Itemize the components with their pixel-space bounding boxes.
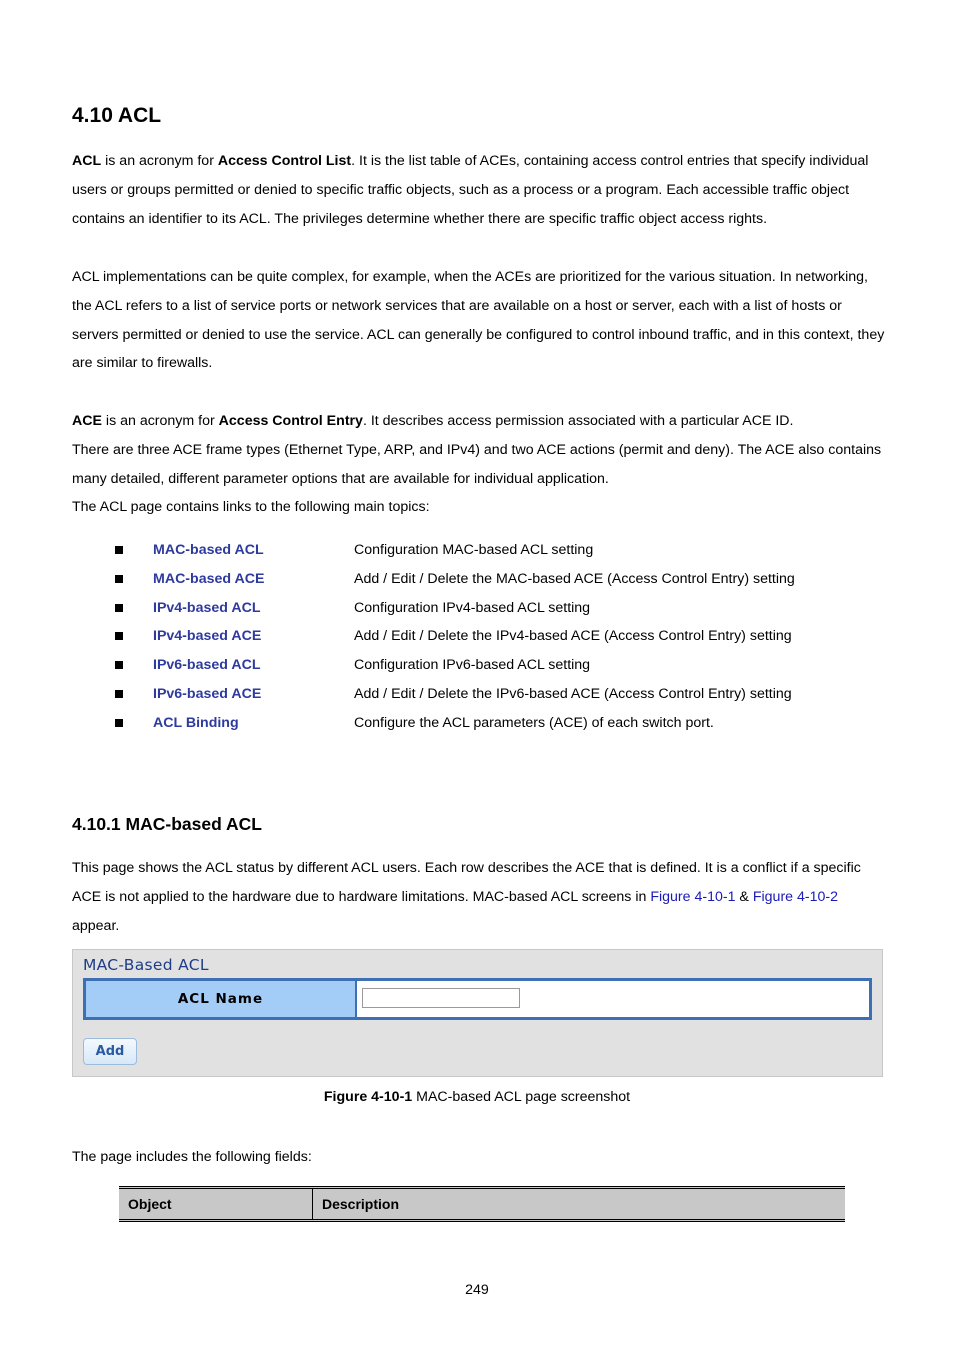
list-item (115, 651, 875, 680)
topic-link[interactable]: MAC-based ACL (153, 542, 264, 558)
subsection-paragraph: This page shows the ACL status by different ACL users. Each row describes the ACE that is defined. It is a conflict if a specific ACE is not applied to the hardware due to hardware limitations. MAC-based ACL screens in Figure 4-10-1 & Figure 4-10-2 appear. (72, 860, 861, 934)
acl-name-cell (357, 981, 869, 1017)
acl-name-table (83, 978, 872, 1020)
mac-based-acl-screenshot (72, 949, 883, 1077)
topic-link[interactable]: MAC-based ACE (153, 570, 265, 587)
intro-paragraph-3: ACE is an acronym for Access Control Entry. It describes access permission associated with a particular ACE ID. (72, 413, 794, 429)
topic-description: Configure the ACL parameters (ACE) of each switch port. (354, 714, 714, 731)
square-bullet-icon (115, 546, 123, 554)
topic-description: Configuration IPv4-based ACL setting (354, 599, 591, 616)
fields-intro: The page includes the following fields: (72, 1149, 312, 1165)
topic-list (115, 536, 875, 738)
figure-link[interactable]: Figure 4-10-2 (752, 888, 839, 905)
table-header-description: Description (322, 1196, 400, 1212)
topic-link[interactable]: ACL Binding (153, 714, 239, 731)
square-bullet-icon (115, 632, 123, 640)
subsection-title: 4.10.1 MAC-based ACL (72, 814, 262, 834)
topic-description: Configuration IPv6-based ACL setting (354, 657, 591, 674)
fields-table (119, 1186, 845, 1222)
panel-title: MAC-Based ACL (83, 956, 209, 974)
page-number: 249 (465, 1282, 489, 1298)
topic-description: Add / Edit / Delete the IPv4-based ACE (Access Control Entry) setting (354, 628, 792, 645)
topic-description: Add / Edit / Delete the IPv6-based ACE (Access Control Entry) setting (354, 685, 792, 702)
list-item (115, 536, 875, 565)
square-bullet-icon (115, 690, 123, 698)
topic-description: Add / Edit / Delete the MAC-based ACE (Access Control Entry) setting (354, 570, 795, 587)
intro-paragraph-5: The ACL page contains links to the following main topics: (72, 499, 430, 515)
square-bullet-icon (115, 661, 123, 669)
figure-caption: Figure 4-10-1 MAC-based ACL page screenshot (323, 1089, 631, 1105)
list-item (115, 565, 875, 594)
section-title: 4.10 ACL (72, 104, 162, 127)
figure-link[interactable]: Figure 4-10-1 (650, 888, 736, 905)
list-item (115, 594, 875, 623)
acl-name-input[interactable] (362, 988, 520, 1008)
square-bullet-icon (115, 575, 123, 583)
topic-link[interactable]: IPv6-based ACL (153, 657, 261, 674)
add-button[interactable]: Add (83, 1038, 137, 1065)
intro-paragraph-4: There are three ACE frame types (Ethernet Type, ARP, and IPv4) and two ACE actions (permit and deny). The ACE also contains many detailed, different parameter options that are available for individual application. (72, 442, 882, 487)
topic-link[interactable]: IPv4-based ACE (153, 628, 262, 645)
square-bullet-icon (115, 604, 123, 612)
list-item (115, 680, 875, 709)
list-item (115, 622, 875, 651)
intro-paragraph-1: ACL is an acronym for Access Control List. It is the list table of ACEs, containing access control entries that specify individual users or groups permitted or denied to specific traffic objects, such as a process or a program. Each accessible traffic object contains an identifier to its ACL. The privileges determine whether there are specific traffic object access rights. (72, 153, 869, 227)
intro-paragraph-2: ACL implementations can be quite complex, for example, when the ACEs are prioritized for the various situation. In networking, the ACL refers to a list of service ports or network services that are available on a host or server, each with a list of hosts or servers permitted or denied to use the service. ACL can generally be configured to control inbound traffic, and in this context, they are similar to firewalls. (72, 269, 885, 372)
topic-description: Configuration MAC-based ACL setting (354, 542, 594, 558)
topic-link[interactable]: IPv6-based ACE (153, 685, 262, 702)
square-bullet-icon (115, 719, 123, 727)
list-item (115, 709, 875, 738)
table-header-object: Object (119, 1189, 313, 1219)
topic-link[interactable]: IPv4-based ACL (153, 599, 261, 616)
acl-name-label: ACL Name (86, 981, 355, 1017)
